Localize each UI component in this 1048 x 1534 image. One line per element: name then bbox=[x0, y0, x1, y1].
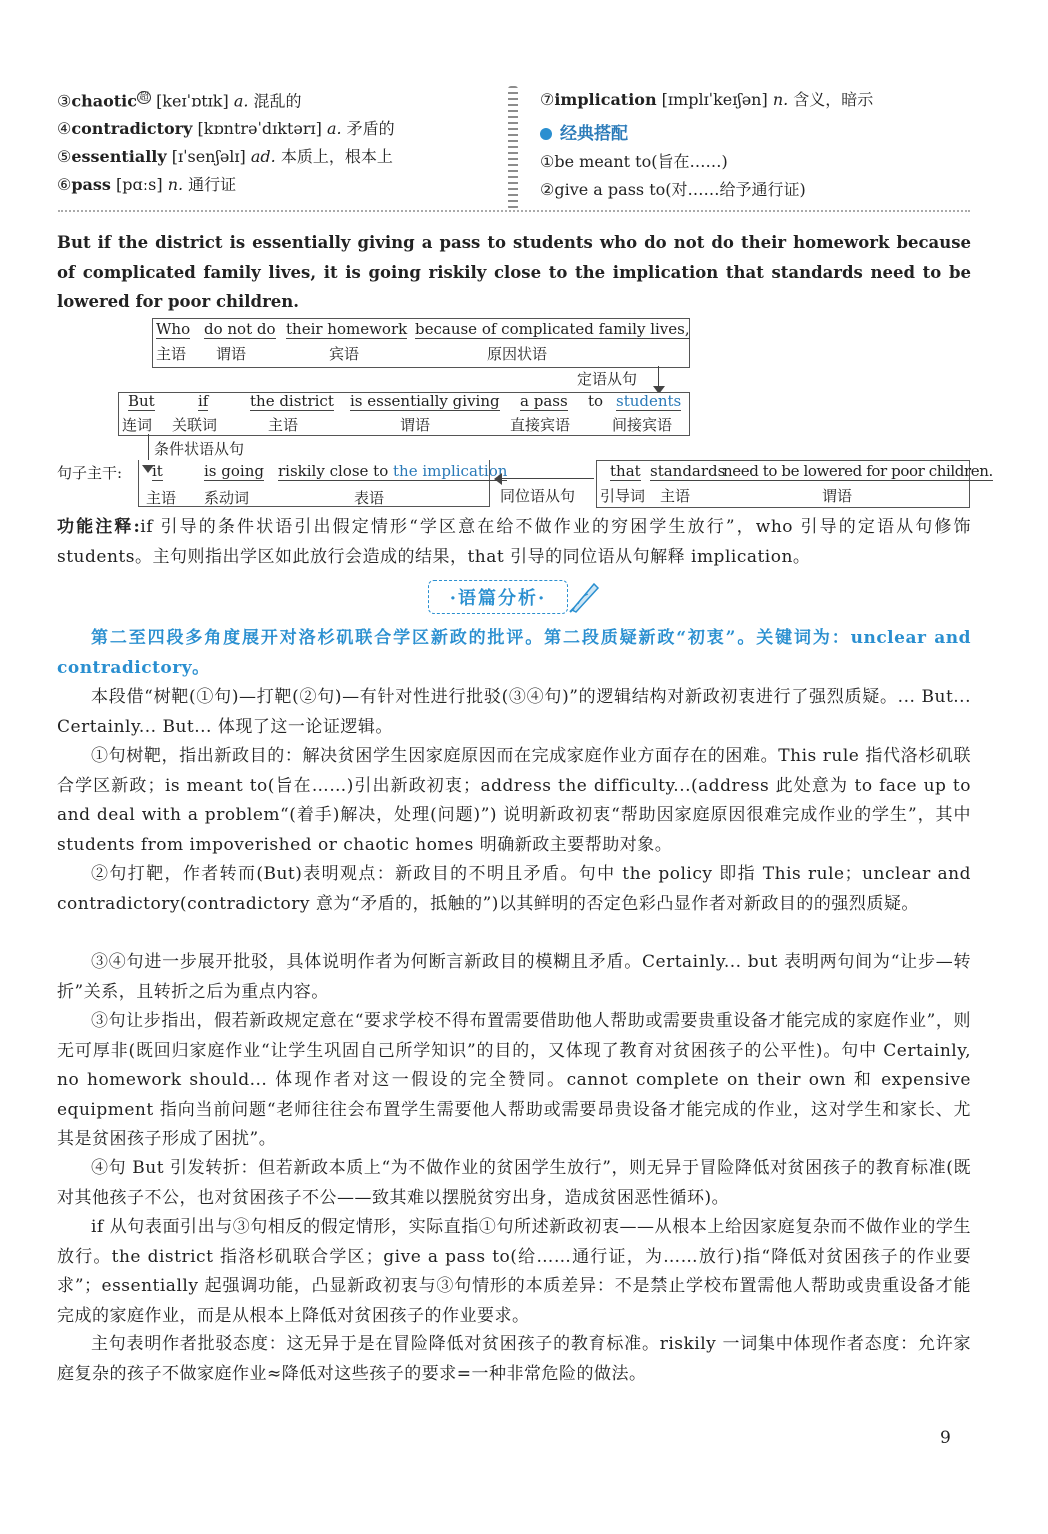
cond-dist: the district bbox=[250, 392, 334, 410]
condition-clause-label: 条件状语从句 bbox=[154, 440, 245, 458]
main-rc: riskily close to the implication bbox=[278, 462, 508, 480]
paragraph: ③④句进一步展开批驳，具体说明作者为何断言新政目的模糊且矛盾。Certainly... but 表明两句间为“让步—转折”关系，且转折之后为重点内容。 bbox=[57, 952, 971, 1002]
rel-hw: their homework bbox=[286, 320, 408, 338]
vocab-item: ④contradictory [kɒntrəˈdɪktərɪ] a. 矛盾的 bbox=[57, 119, 395, 139]
vocab-item: ⑦implication [ɪmplɪˈkeɪʃən] n. 含义，暗示 bbox=[540, 90, 874, 109]
paragraph: ④句 But 引发转折：但若新政本质上“为不做作业的贫困学生放行”，则无异于冒险降低对贫困孩子的教育标准(既对其他孩子不公，也对贫困孩子不公——致其难以摆脱贫穷出身，造成贫困恶性循环)。 bbox=[57, 1158, 971, 1208]
cond-but-role: 连词 bbox=[122, 416, 153, 434]
paragraph: 主句表明作者批驳态度：这无异于是在冒险降低对贫困孩子的教育标准。riskily 一词集中体现作者态度：允许家庭复杂的孩子不做家庭作业≈降低对这些孩子的要求=一种非常危险的做法。 bbox=[57, 1334, 971, 1384]
cond-dist-role: 主语 bbox=[268, 416, 299, 434]
paragraph: ③句让步指出，假若新政规定意在“要求学校不得布置需要借助他人帮助或需要贵重设备才能完成的家庭作业”，则无可厚非(既回归家庭作业“让学生巩固自己所学知识”的目的，又体现了教育对贫困孩子的公平性)。句中 Certainly, no homework should... 体现作者对这一假设的完全赞同。cannot complete on their own 和 expensive equipment 指向当前问题“老师往往会布置学生需要他人帮助或需要昂贵设备才能完成的作业，这对学生和家长、尤其是贫困孩子形成了困扰”。 bbox=[57, 1011, 971, 1149]
cond-students-role: 间接宾语 bbox=[612, 416, 673, 434]
app-that: that bbox=[610, 462, 641, 480]
vocab-item: ⑤essentially [ɪˈsenʃəlɪ] ad. 本质上，根本上 bbox=[57, 147, 393, 167]
rel-who: Who bbox=[156, 320, 191, 338]
cond-ap: a pass bbox=[520, 392, 568, 410]
appositive-arrow bbox=[498, 478, 594, 479]
cond-if-role: 关联词 bbox=[172, 416, 218, 434]
main-it: it bbox=[152, 462, 163, 480]
relative-clause-label: 定语从句 bbox=[577, 370, 638, 388]
appositive-clause-label: 同位语从句 bbox=[500, 487, 576, 505]
key-sentence: But if the district is essentially giving a pass to students who do not do their homework because of complicated family lives, it is going riskily close to the implication that standards need to be lowered for poor children. bbox=[57, 233, 971, 311]
column-divider-wave bbox=[508, 86, 518, 210]
app-that-role: 引导词 bbox=[600, 487, 646, 505]
cond-students: students bbox=[616, 392, 682, 410]
vocab-item: ⑥pass [pɑːs] n. 通行证 bbox=[57, 175, 237, 195]
rel-hw-role: 宾语 bbox=[329, 345, 360, 363]
bullet-icon bbox=[540, 128, 552, 140]
collocation-item: ①be meant to(旨在……) bbox=[540, 152, 728, 171]
cond-if: if bbox=[198, 392, 209, 410]
collocation-item: ②give a pass to(对……给予通行证) bbox=[540, 180, 806, 199]
rel-boc-role: 原因状语 bbox=[487, 345, 548, 363]
collocation-title: 经典搭配 bbox=[540, 120, 970, 148]
cond-to: to bbox=[588, 392, 604, 410]
cond-ieg-role: 谓语 bbox=[400, 416, 431, 434]
arrow-head-icon bbox=[494, 473, 502, 485]
vocab-sup-mark: 超 bbox=[138, 92, 149, 103]
rel-dnd: do not do bbox=[204, 320, 276, 338]
app-nt: need to be lowered for poor children. bbox=[723, 462, 993, 480]
section-title-badge: ·语篇分析· bbox=[428, 580, 568, 614]
app-std-role: 主语 bbox=[660, 487, 691, 505]
cond-ap-role: 直接宾语 bbox=[510, 416, 571, 434]
app-std: standards bbox=[650, 462, 726, 480]
paragraph: if 从句表面引出与③句相反的假定情形，实际直指①句所述新政初衷——从根本上给因家庭复杂而不做作业的学生放行。the district 指洛杉矶联合学区；give a pass to(给……通行证，为……放行)指“降低对贫困孩子的作业要求”；essentially 起强调功能，凸显新政初衷与③句情形的本质差异：不是禁止学校布置需他人帮助或贵重设备才能完成的家庭作业，而是从根本上降低对贫困孩子的作业要求。 bbox=[57, 1217, 971, 1326]
main-rc-role: 表语 bbox=[354, 489, 385, 507]
paragraph: ②句打靶，作者转而(But)表明观点：新政目的不明且矛盾。句中 the policy 即指 This rule；unclear and contradictory(contradictory 意为“矛盾的，抵触的”)以其鲜明的否定色彩凸显作者对新政目的的强烈质疑。 bbox=[57, 864, 971, 914]
paragraph: 本段借“树靶(①句)—打靶(②句)—有针对性进行批驳(③④句)”的逻辑结构对新政初衷进行了强烈质疑。... But... Certainly... But... 体现了这一论证逻辑。 bbox=[57, 687, 971, 737]
vocab-left bbox=[57, 84, 507, 199]
rel-boc: because of complicated family lives, bbox=[415, 320, 690, 338]
paragraph: ①句树靶，指出新政目的：解决贫困学生因家庭原因而在完成家庭作业方面存在的困难。This rule 指代洛杉矶联合学区新政；is meant to(旨在……)引出新政初衷；address the difficulty...(address 此处意为 to face up to and deal with a problem“(着手)解决，处理(问题)”) 说明新政初衷“帮助因家庭原因很难完成作业的学生”，其中 students from impoverished or chaotic homes 明确新政主要帮助对象。 bbox=[57, 746, 971, 855]
pen-icon bbox=[568, 578, 602, 614]
app-nt-role: 谓语 bbox=[822, 487, 853, 505]
function-note: 功能注释:if 引导的条件状语引出假定情形“学区意在给不做作业的穷困学生放行”，who 引导的定语从句修饰 students。主句则指出学区如此放行会造成的结果，that 引导的同位语从句解释 implication。 bbox=[57, 517, 971, 567]
rel-who-role: 主语 bbox=[156, 345, 187, 363]
cond-but: But bbox=[128, 392, 155, 410]
vocab-right bbox=[540, 86, 970, 204]
main-clause-label: 句子主干: bbox=[57, 464, 123, 482]
analysis-intro: 第二至四段多角度展开对洛杉矶联合学区新政的批评。第二段质疑新政“初衷”。关键词为：unclear and contradictory。 bbox=[57, 628, 971, 678]
section-divider bbox=[58, 210, 970, 212]
main-ig-role: 系动词 bbox=[204, 489, 250, 507]
cond-ieg: is essentially giving bbox=[350, 392, 500, 410]
vocab-item: ③chaotic $^超$ [keɪˈɒtɪk] a. 混乱的 bbox=[57, 91, 302, 111]
page-number: 9 bbox=[940, 1428, 951, 1448]
main-it-role: 主语 bbox=[146, 489, 177, 507]
rel-dnd-role: 谓语 bbox=[216, 345, 247, 363]
main-ig: is going bbox=[204, 462, 264, 480]
